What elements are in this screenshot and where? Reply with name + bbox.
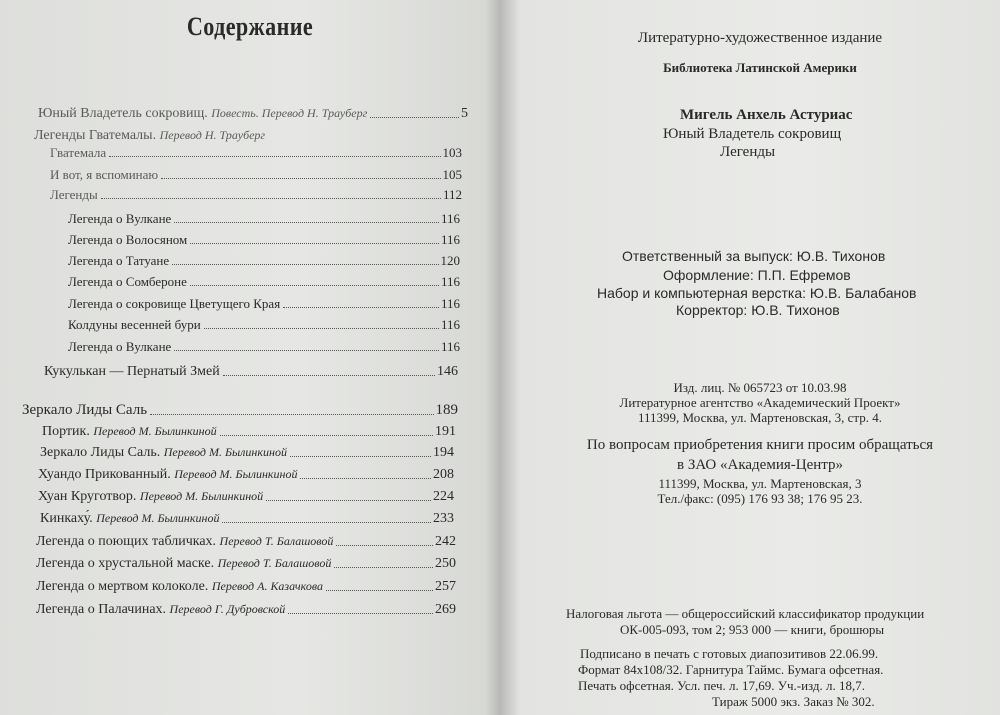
print-info: Подписано в печать с готовых диапозитивов 22.06.99. (580, 646, 879, 661)
toc-entry: Кукулькан — Пернатый Змей 146 (44, 364, 458, 379)
book-subtitle: Легенды (720, 144, 776, 160)
author: Мигель Анхель Астуриас (680, 107, 853, 123)
toc-entry: Легенда о сокровище Цветущего Края 116 (68, 296, 460, 311)
toc-entry: Хуандо Прикованный. Перевод М. Былинкиной 208 (38, 467, 454, 482)
toc-entry: Легенды 112 (50, 187, 462, 202)
toc-entry: Легенда о поющих табличках. Перевод Т. Балашовой 242 (36, 534, 456, 549)
toc-entry: Зеркало Лиды Саль. Перевод М. Былинкиной 194 (40, 445, 454, 460)
tax-info: Налоговая льгота — общероссийский классификатор продукции (566, 606, 925, 621)
license-line: Литературное агентство «Академический Проект» (619, 395, 901, 410)
toc-entry: И вот, я вспоминаю 105 (50, 167, 462, 182)
toc-entry: Легенда о хрустальной маске. Перевод Т. Балашовой 250 (36, 556, 456, 571)
toc-entry: Легенда о Палачинах. Перевод Г. Дубровской 269 (36, 602, 456, 617)
toc-entry: Легенда о мертвом колоколе. Перевод А. Казачкова 257 (36, 579, 456, 594)
edition-type: Литературно-художественное издание (637, 30, 883, 46)
credit-line: Оформление: П.П. Ефремов (663, 267, 851, 283)
toc-entry: Хуан Круготвор. Перевод М. Былинкиной 224 (38, 489, 454, 504)
toc-title: Содержание (186, 12, 314, 41)
print-info: Формат 84х108/32. Гарнитура Таймс. Бумага офсетная. (578, 662, 884, 677)
credit-line: Ответственный за выпуск: Ю.В. Тихонов (622, 248, 886, 264)
toc-entry: Кинкаху́. Перевод М. Былинкиной 233 (40, 511, 454, 526)
toc-entry: Юный Владетель сокровищ. Повесть. Перевод Н. Трауберг 5 (38, 106, 468, 121)
series-name: Библиотека Латинской Америки (663, 60, 857, 75)
toc-entry: Зеркало Лиды Саль 189 (22, 402, 458, 418)
credit-line: Набор и компьютерная верстка: Ю.В. Балабанов (597, 285, 917, 301)
toc-entry: Гватемала 103 (50, 145, 462, 160)
print-info: Тираж 5000 экз. Заказ № 302. (712, 694, 875, 709)
toc-entry: Легенда о Татуане 120 (68, 253, 460, 268)
license-line: 111399, Москва, ул. Мартеновская, 3, стр. 4. (638, 410, 882, 425)
toc-entry: Легенды Гватемалы. Перевод Н. Трауберг (34, 128, 266, 143)
toc-entry: Легенда о Вулкане 116 (68, 339, 460, 354)
purchase-phone: Тел./факс: (095) 176 93 38; 176 95 23. (657, 491, 863, 506)
purchase-address: 111399, Москва, ул. Мартеновская, 3 (658, 476, 862, 491)
toc-entry: Легенда о Вулкане 116 (68, 211, 460, 226)
toc-entry: Портик. Перевод М. Былинкиной 191 (42, 424, 456, 439)
credit-line: Корректор: Ю.В. Тихонов (676, 302, 840, 318)
toc-entry: Колдуны весенней бури 116 (68, 317, 460, 332)
tax-info: ОК-005-093, том 2; 953 000 — книги, брошюры (620, 622, 885, 637)
print-info: Печать офсетная. Усл. печ. л. 17,69. Уч.-изд. л. 18,7. (578, 678, 866, 693)
book-title: Юный Владетель сокровищ (663, 126, 842, 142)
toc-entry: Легенда о Волосяном 116 (68, 232, 460, 247)
purchase-info: По вопросам приобретения книги просим обращаться (586, 437, 934, 453)
license-line: Изд. лиц. № 065723 от 10.03.98 (673, 380, 847, 395)
toc-entry: Легенда о Сомбероне 116 (68, 274, 460, 289)
purchase-info: в ЗАО «Академия-Центр» (676, 457, 844, 473)
